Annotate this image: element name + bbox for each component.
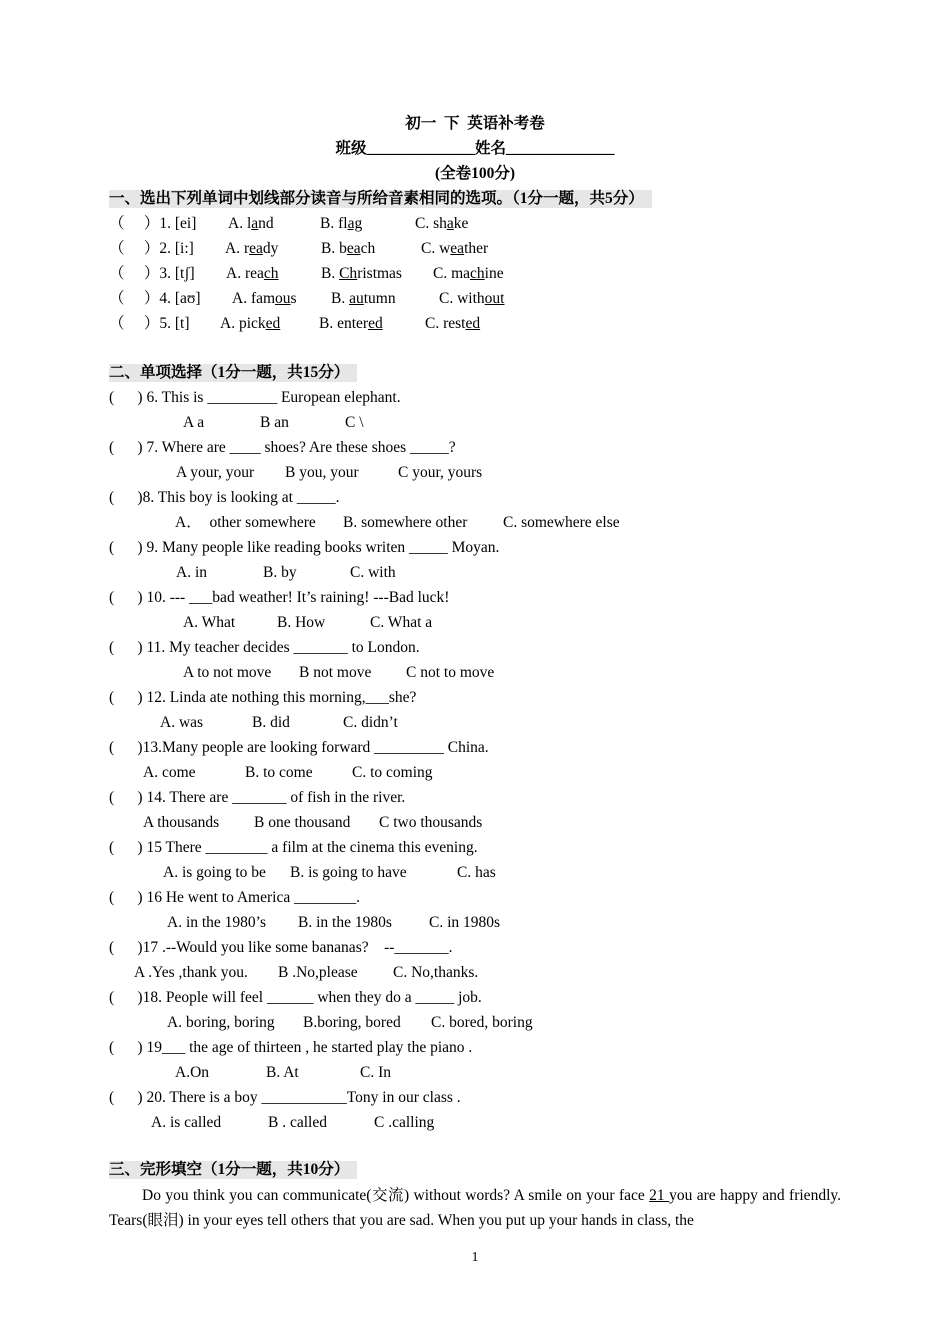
option: A. is going to be [163, 864, 266, 881]
question-12: ( ) 12. Linda ate nothing this morning,___she? [109, 689, 417, 706]
option: A a [183, 414, 205, 431]
option: A. in the 1980’s [167, 914, 267, 931]
option: C. with [350, 564, 396, 581]
question-6: ( ) 6. This is _________ European elephant. [109, 389, 401, 406]
section1-title: 一、选出下列单词中划线部分读音与所给音素相同的选项。（1分一题，共5分） [109, 190, 652, 208]
option: B.boring, bored [303, 1014, 401, 1031]
question-13: ( )13.Many people are looking forward _________ China. [109, 739, 489, 756]
option: A. is called [151, 1114, 222, 1131]
question-9: ( ) 9. Many people like reading books writen _____ Moyan. [109, 539, 500, 556]
option: B. is going to have [290, 864, 407, 881]
option: A.On [175, 1064, 210, 1081]
option: C your, yours [398, 464, 483, 481]
option: B. in the 1980s [298, 914, 392, 931]
page-title: 初一 下 英语补考卷 [405, 115, 545, 132]
option: C not to move [406, 664, 495, 681]
option: A to not move [183, 664, 272, 681]
option: A． other somewhere [175, 514, 316, 531]
option: A thousands [143, 814, 220, 831]
question-19: ( ) 19___ the age of thirteen , he started play the piano . [109, 1039, 473, 1056]
cloze-passage: Do you think you can communicate(交流) without words? A smile on your face 21 you are happy and friendly. Tears(眼泪) in your eyes tell others that you are sad. When you put up your hands in class, the [109, 1187, 841, 1229]
option: B. somewhere other [343, 514, 468, 531]
option: C. In [360, 1064, 391, 1081]
option: C two thousands [379, 814, 483, 831]
option: C. in 1980s [429, 914, 501, 931]
option: A .Yes ,thank you. [134, 964, 248, 981]
question-17: ( )17 .--Would you like some bananas? --_______. [109, 939, 453, 956]
question-16: ( ) 16 He went to America ________. [109, 889, 360, 906]
option: C \ [345, 414, 364, 431]
option: B. At [266, 1064, 299, 1081]
class-name-line: 班级______________姓名______________ [335, 140, 615, 157]
question-11: ( ) 11. My teacher decides _______ to London. [109, 639, 420, 656]
option: A. in [176, 564, 207, 581]
page-number: 1 [471, 1250, 479, 1265]
option: B. did [252, 714, 290, 731]
option: C. No,thanks. [393, 964, 479, 981]
option: B .No,please [278, 964, 358, 981]
question-20: ( ) 20. There is a boy ___________Tony in our class . [109, 1089, 461, 1106]
option: A your, your [176, 464, 255, 481]
option: C. bored, boring [431, 1014, 533, 1031]
option: B . called [268, 1114, 327, 1131]
option: C. What a [370, 614, 433, 631]
option: A. What [183, 614, 236, 631]
question-18: ( )18. People will feel ______ when they do a _____ job. [109, 989, 482, 1006]
option: B. How [277, 614, 326, 631]
option: B one thousand [254, 814, 351, 831]
question-14: ( ) 14. There are _______ of fish in the river. [109, 789, 406, 806]
section2-title: 二、单项选择（1分一题，共15分） [109, 364, 357, 382]
blank-21: 21 [649, 1187, 670, 1204]
section3-title: 三、完形填空（1分一题，共10分） [109, 1161, 357, 1179]
question-10: ( ) 10. --- ___bad weather! It’s raining! ---Bad luck! [109, 589, 450, 606]
question-8: ( )8. This boy is looking at _____. [109, 489, 340, 506]
option: B an [260, 414, 289, 431]
option: C. somewhere else [503, 514, 620, 531]
option: B. by [263, 564, 297, 581]
option: C. to coming [352, 764, 433, 781]
option: A. come [143, 764, 196, 781]
option: C. didn’t [343, 714, 398, 731]
option: C. has [457, 864, 496, 881]
total-score: (全卷100分) [434, 165, 516, 182]
option: A. boring, boring [167, 1014, 275, 1031]
option: A. was [160, 714, 204, 731]
option: B. to come [245, 764, 313, 781]
option: B you, your [285, 464, 359, 481]
question-15: ( ) 15 There ________ a film at the cinema this evening. [109, 839, 478, 856]
option: C .calling [374, 1114, 435, 1131]
option: B not move [299, 664, 372, 681]
question-7: ( ) 7. Where are ____ shoes? Are these shoes _____? [109, 439, 456, 456]
